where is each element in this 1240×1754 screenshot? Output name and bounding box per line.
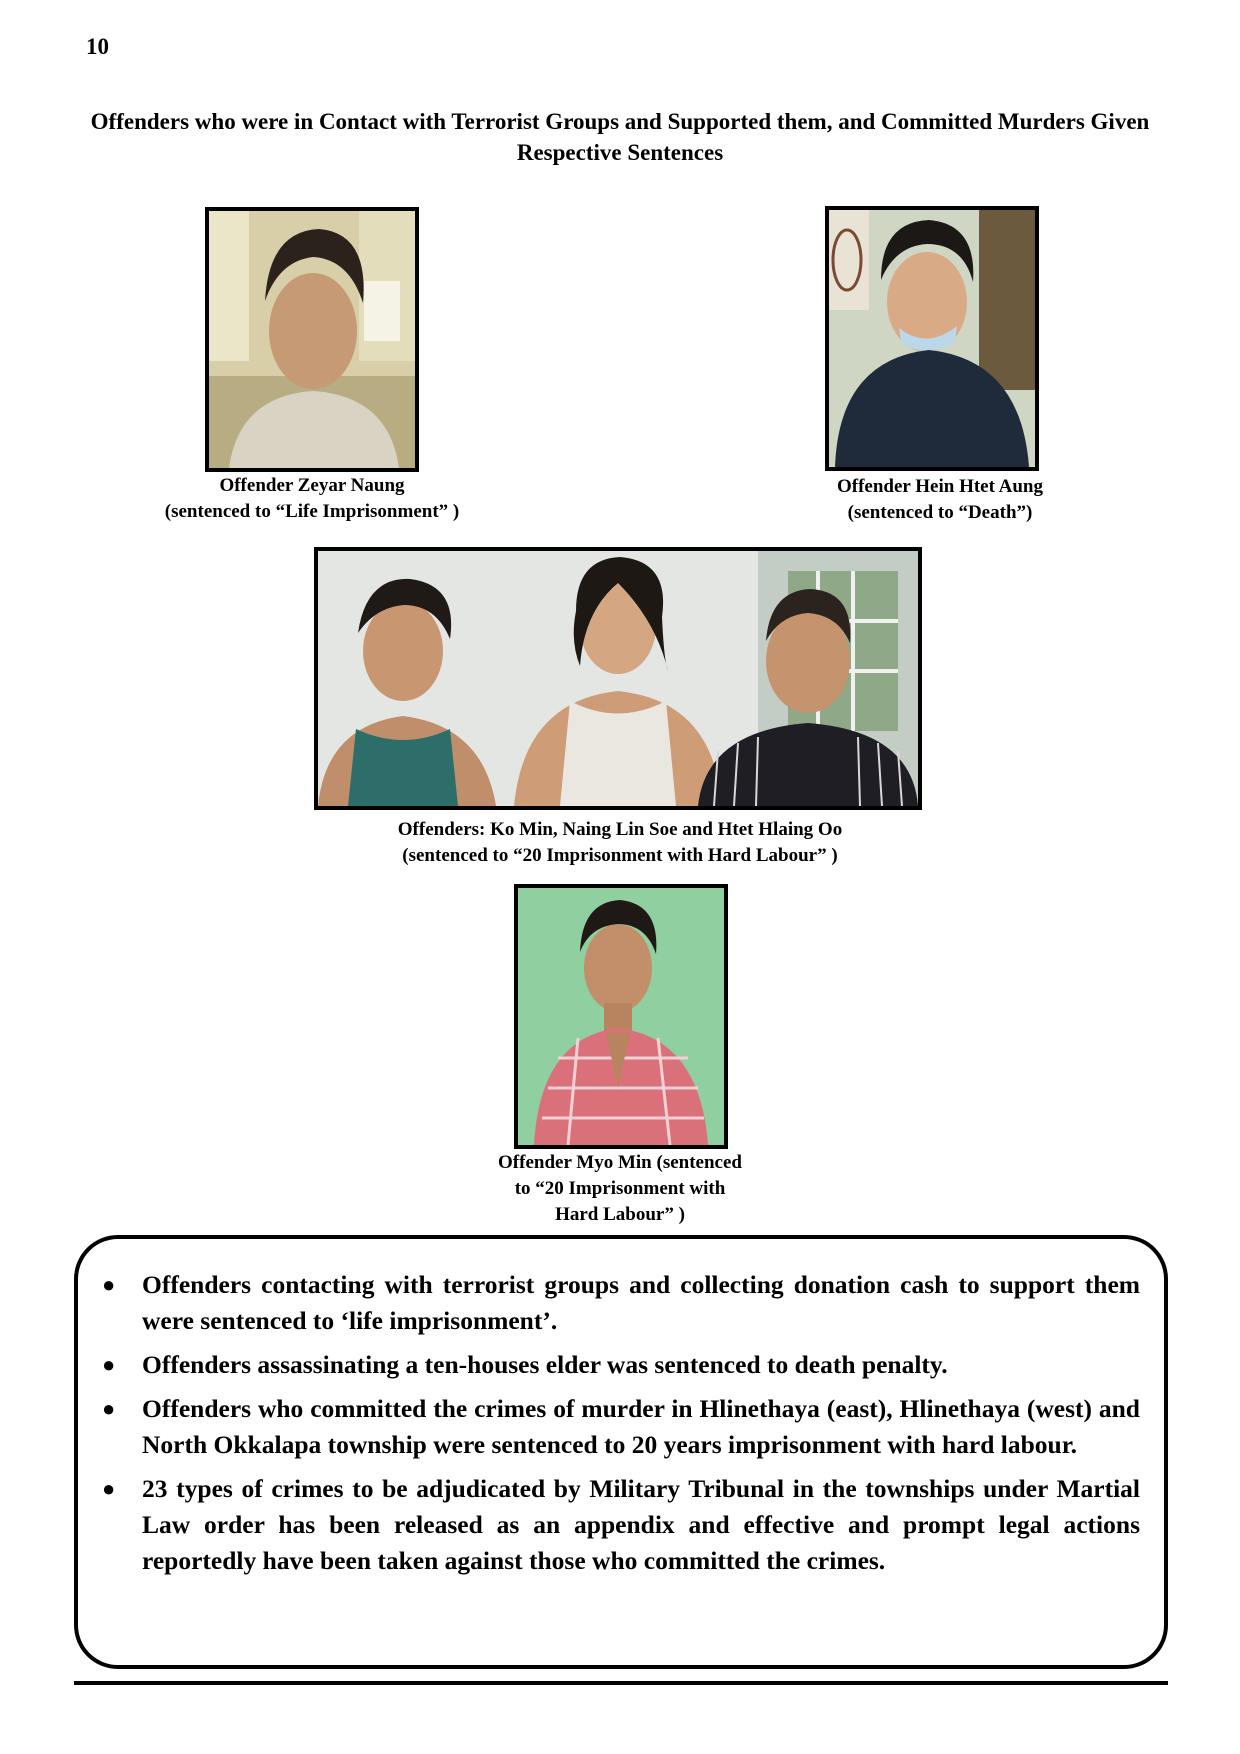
summary-bullet-item — [78, 1471, 1140, 1579]
caption-line: Offender Myo Min (sentenced — [498, 1152, 742, 1173]
photo-hein-htet-aung-image — [829, 210, 1035, 467]
summary-box — [74, 1235, 1168, 1669]
bullet-icon: ● — [102, 1476, 116, 1501]
bullet-icon: ● — [102, 1396, 116, 1421]
bullet-icon: ● — [102, 1272, 116, 1297]
photo-group-image — [318, 551, 918, 806]
summary-bullet-text: Offenders contacting with terrorist groups and collecting donation cash to support them were sentenced to ‘life imprisonment’. — [142, 1270, 1140, 1335]
bullet-icon: ● — [102, 1352, 116, 1377]
summary-bullet-text: Offenders who committed the crimes of murder in Hlinethaya (east), Hlinethaya (west) and North Okkalapa township were sentenced to 20 years imprisonment with hard labour. — [142, 1394, 1140, 1459]
summary-bullet-text: Offenders assassinating a ten-houses elder was sentenced to death penalty. — [142, 1350, 948, 1379]
photo-zeyar-naung — [205, 207, 419, 472]
caption-line: Offenders: Ko Min, Naing Lin Soe and Htet Hlaing Oo — [397, 819, 843, 840]
caption-hein-htet-aung — [795, 474, 1085, 526]
caption-zeyar-naung — [120, 473, 504, 525]
caption-line: Offender Hein Htet Aung — [836, 476, 1043, 497]
summary-bullet-item — [78, 1347, 1140, 1383]
bottom-rule — [74, 1681, 1168, 1685]
caption-line: (sentenced to “20 Imprisonment with Hard Labour” ) — [402, 845, 838, 866]
photo-ko-min-naing-lin-soe-htet-hlaing-oo — [314, 547, 922, 810]
summary-bullet-text: 23 types of crimes to be adjudicated by Military Tribunal in the townships under Martial Law order has been released as an appendix and effective and prompt legal actions reportedly have been taken against those who committed the crimes. — [142, 1474, 1140, 1575]
caption-line: Offender Zeyar Naung — [219, 475, 405, 496]
photo-myo-min — [514, 884, 728, 1149]
caption-line: to “20 Imprisonment with — [514, 1178, 726, 1199]
photo-hein-htet-aung — [825, 206, 1039, 471]
summary-bullet-item — [78, 1267, 1140, 1339]
caption-myo-min — [470, 1150, 770, 1228]
caption-group — [330, 817, 910, 869]
photo-myo-min-image — [518, 888, 724, 1145]
page-title: Offenders who were in Contact with Terrorist Groups and Supported them, and Committed Murders Given Respective Sentences — [90, 109, 1150, 165]
caption-line: (sentenced to “Life Imprisonment” ) — [164, 501, 460, 522]
page-number: 10 — [86, 34, 109, 59]
summary-list — [78, 1267, 1140, 1579]
caption-line: Hard Labour” ) — [555, 1204, 685, 1225]
summary-bullet-item — [78, 1391, 1140, 1463]
photo-zeyar-naung-image — [209, 211, 415, 468]
caption-line: (sentenced to “Death”) — [847, 502, 1033, 523]
